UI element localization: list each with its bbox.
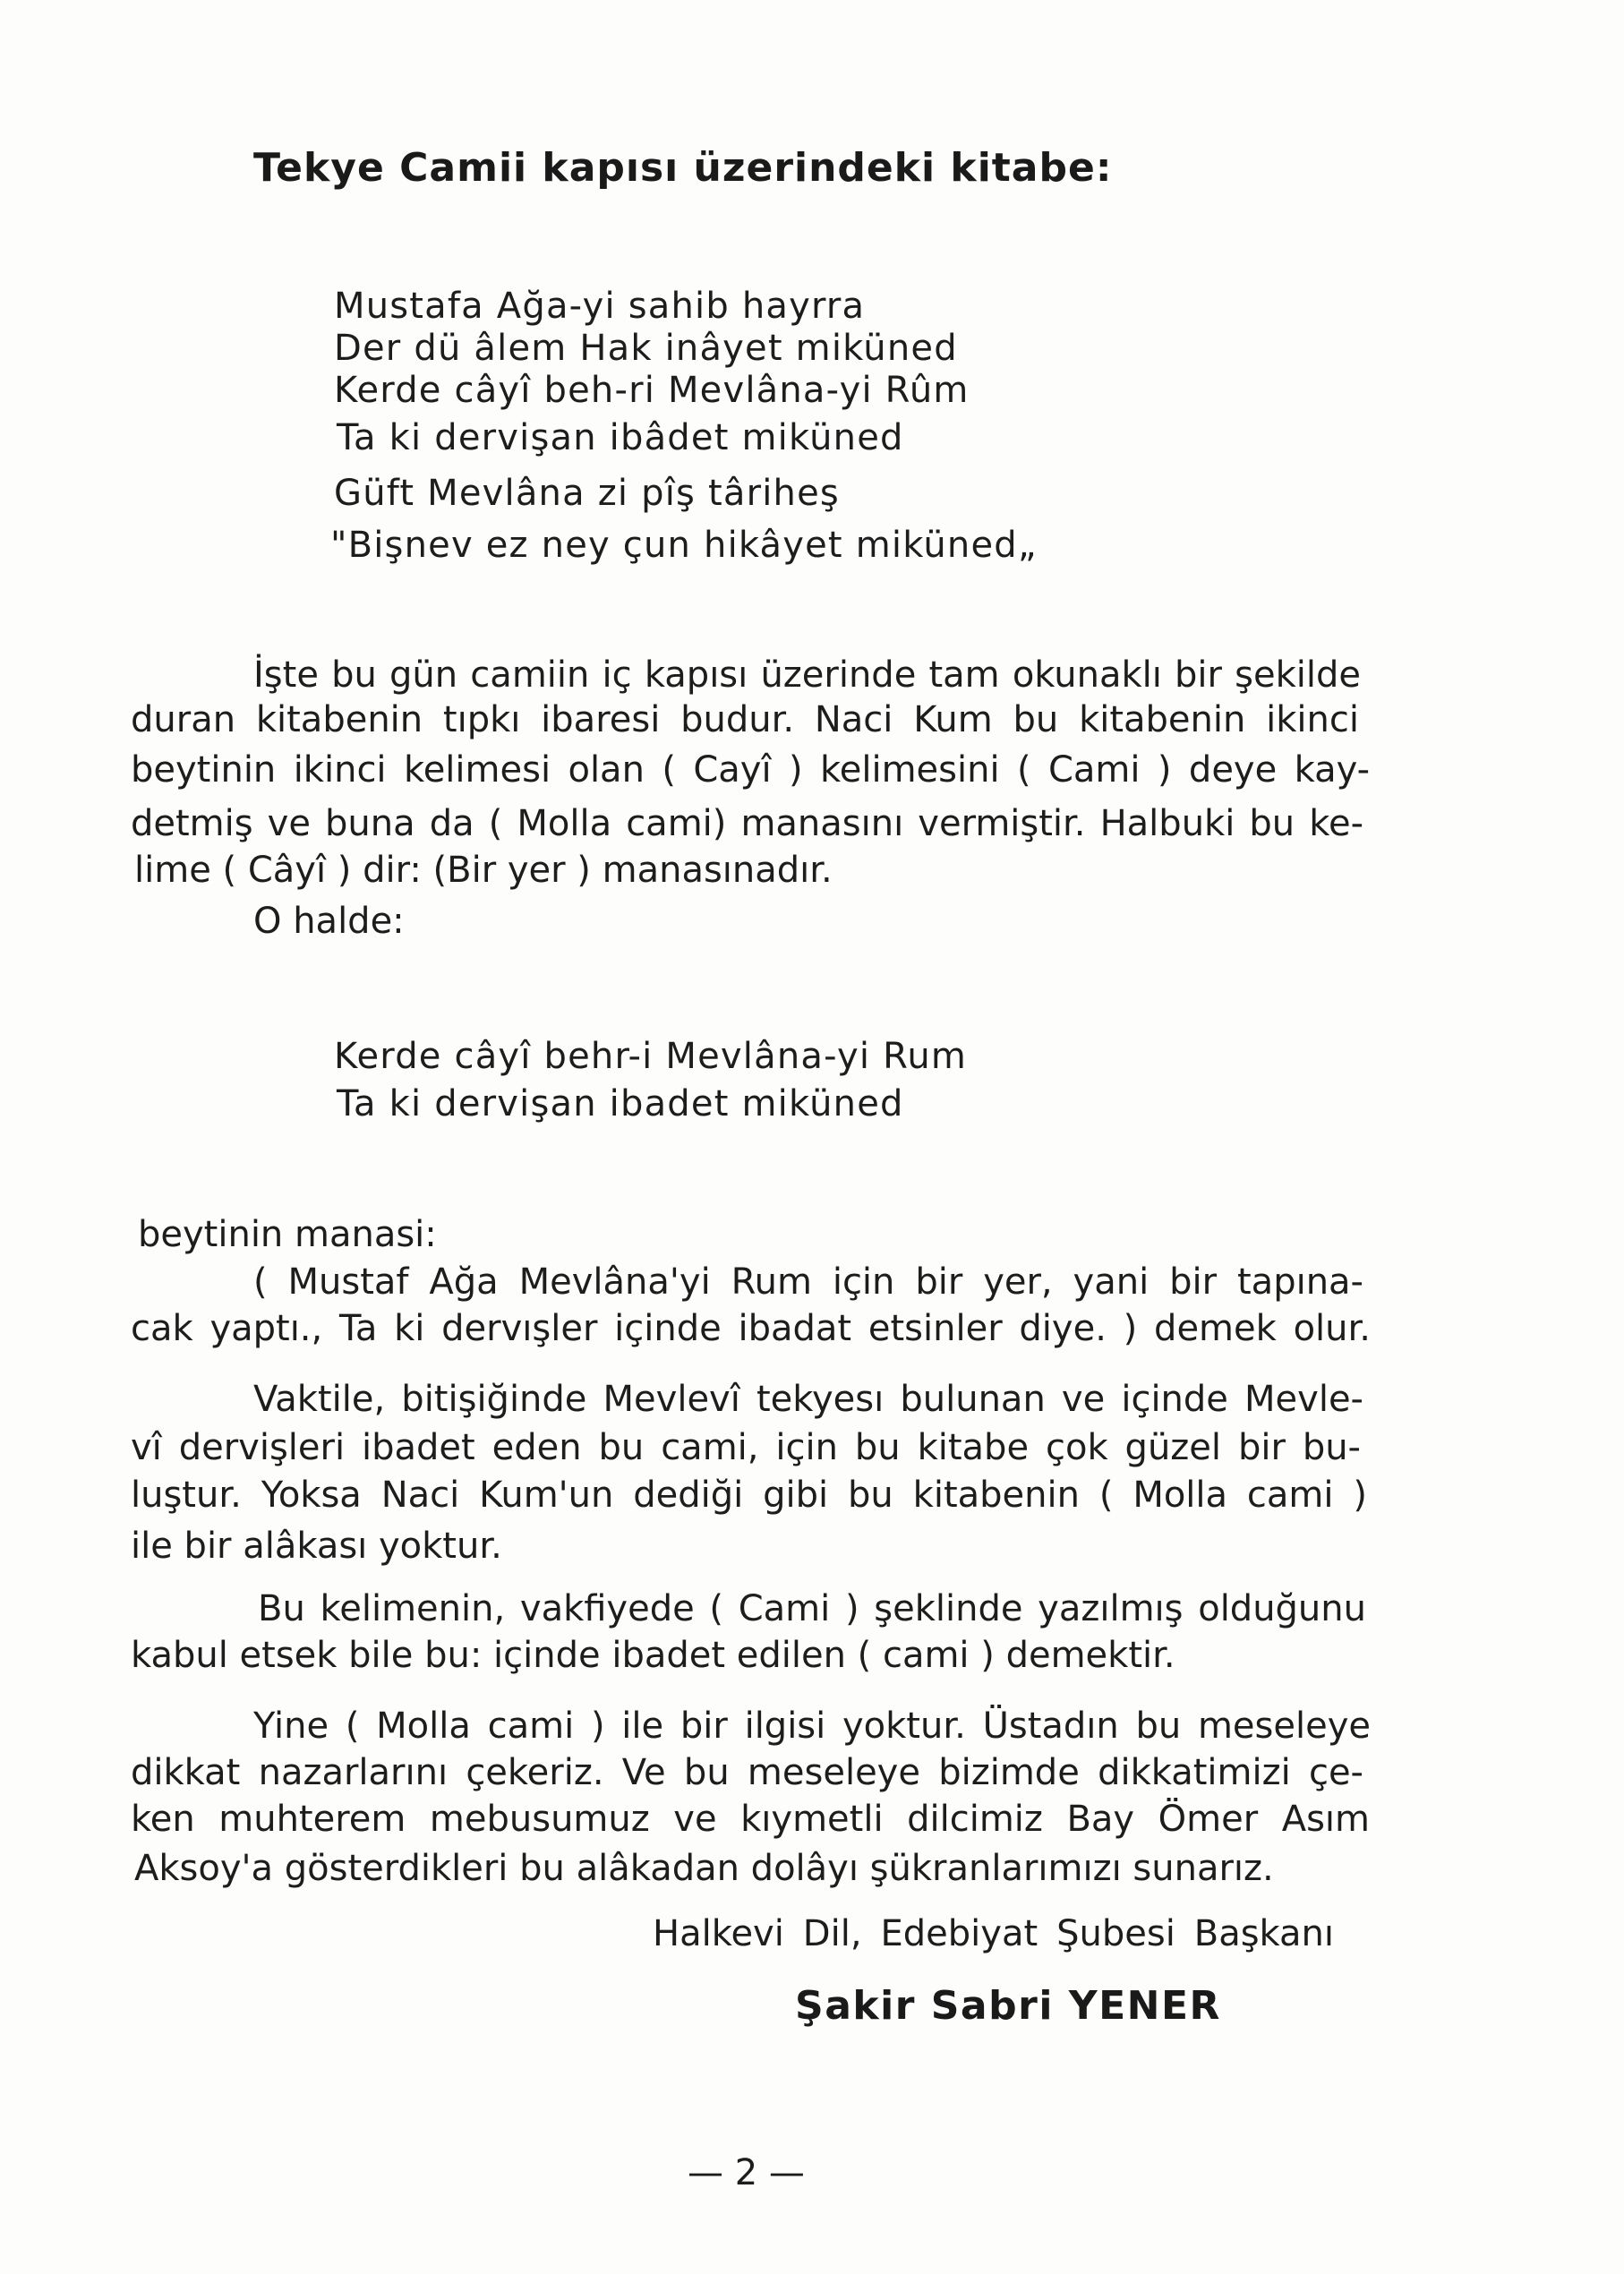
page-title: Tekye Camii kapısı üzerindeki kitabe:: [253, 145, 1113, 191]
excerpt-line: Ta ki dervişan ibadet miküned: [337, 1083, 904, 1124]
signature-role: Halkevi Dil, Edebiyat Şubesi Başkanı: [653, 1913, 1334, 1954]
paragraph-line: duran kitabenin tıpkı ibaresi budur. Naci Kum bu kitabenin ikinci: [131, 699, 1359, 740]
o-halde-label: O halde:: [253, 901, 405, 942]
paragraph-line: kabul etsek bile bu: içinde ibadet edilen ( cami ) demektir.: [131, 1635, 1175, 1676]
paragraph-line: luştur. Yoksa Naci Kum'un dediği gibi bu kitabenin ( Molla cami ): [131, 1475, 1367, 1516]
paragraph-line: İşte bu gün camiin iç kapısı üzerinde tam okunaklı bir şekilde: [253, 654, 1361, 696]
excerpt-line: Kerde câyî behr-i Mevlâna-yi Rum: [334, 1036, 968, 1077]
paragraph-line: dikkat nazarlarını çekeriz. Ve bu meseleye bizimde dikkatimizi çe-: [131, 1752, 1363, 1793]
inscription-line: "Bişnev ez ney çun hikâyet miküned„: [330, 525, 1038, 566]
inscription-line: Mustafa Ağa-yi sahib hayrra: [334, 286, 866, 327]
paragraph-line: Bu kelimenin, vakfiyede ( Cami ) şeklinde yazılmış olduğunu: [258, 1588, 1366, 1629]
inscription-line: Güft Mevlâna zi pîş târiheş: [334, 473, 840, 514]
paragraph-line: ile bir alâkası yoktur.: [131, 1526, 502, 1567]
signature-name: Şakir Sabri YENER: [795, 1983, 1221, 2029]
paragraph-line: detmiş ve buna da ( Molla cami) manasını vermiştir. Halbuki bu ke-: [131, 803, 1363, 844]
paragraph-line: ( Mustaf Ağa Mevlâna'yi Rum için bir yer, yani bir tapına-: [253, 1261, 1363, 1303]
inscription-line: Der dü âlem Hak inâyet miküned: [334, 328, 958, 369]
page-number: — 2 —: [688, 2152, 805, 2193]
meaning-label: beytinin manasi:: [138, 1214, 437, 1255]
paragraph-line: Vaktile, bitişiğinde Mevlevî tekyesı bulunan ve içinde Mevle-: [253, 1379, 1363, 1420]
paragraph-line: Yine ( Molla cami ) ile bir ilgisi yoktur. Üstadın bu meseleye: [253, 1706, 1371, 1747]
paragraph-line: cak yaptı., Ta ki dervışler içinde ibadat etsinler diye. ) demek olur.: [131, 1308, 1371, 1349]
paragraph-line: vî dervişleri ibadet eden bu cami, için bu kitabe çok güzel bir bu-: [131, 1427, 1361, 1468]
inscription-line: Ta ki dervişan ibâdet miküned: [337, 417, 904, 458]
paragraph-line: ken muhterem mebusumuz ve kıymetli dilcimiz Bay Ömer Asım: [131, 1799, 1370, 1840]
paragraph-line: beytinin ikinci kelimesi olan ( Cayî ) kelimesini ( Cami ) deye kay-: [131, 749, 1370, 791]
paragraph-line: lime ( Câyî ) dir: (Bir yer ) manasınadır.: [134, 850, 833, 891]
paragraph-line: Aksoy'a gösterdikleri bu alâkadan dolâyı şükranlarımızı sunarız.: [134, 1848, 1274, 1889]
inscription-line: Kerde câyî beh-ri Mevlâna-yi Rûm: [334, 370, 970, 411]
